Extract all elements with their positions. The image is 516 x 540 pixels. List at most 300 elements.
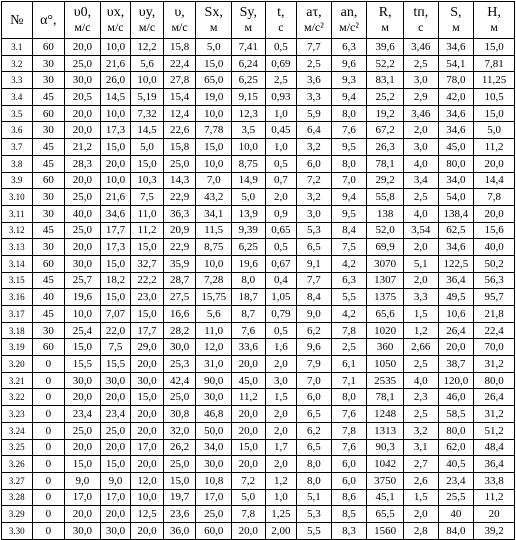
row-number-cell: 3.26: [2, 456, 33, 473]
table-cell: 15,0: [131, 239, 164, 256]
table-cell: 28,7: [163, 272, 196, 289]
column-header-unit: м/с: [107, 20, 124, 34]
table-cell: 3,0: [403, 72, 438, 89]
table-cell: 20,0: [232, 522, 266, 539]
table-cell: 0,79: [265, 306, 297, 323]
table-cell: 34,1: [196, 205, 232, 222]
table-cell: 20,0: [65, 172, 101, 189]
table-cell: 52,2: [367, 55, 404, 72]
table-cell: 1,0: [265, 139, 297, 156]
row-number-cell: 3.6: [2, 122, 33, 139]
table-cell: 83,1: [367, 72, 404, 89]
table-cell: 34,6: [438, 105, 474, 122]
table-cell: 3,0: [297, 205, 332, 222]
table-cell: 2,0: [265, 422, 297, 439]
row-number-cell: 3.13: [2, 239, 33, 256]
table-cell: 9,0: [100, 472, 131, 489]
table-row: [2, 89, 515, 106]
column-header: [297, 2, 332, 39]
table-cell: 9,1: [297, 255, 332, 272]
table-cell: 7,0: [196, 172, 232, 189]
table-cell: 0,67: [265, 255, 297, 272]
table-cell: 1313: [367, 422, 404, 439]
table-cell: 8,0: [297, 456, 332, 473]
table-cell: 65,0: [196, 72, 232, 89]
table-cell: 6,1: [331, 356, 367, 373]
table-cell: 25,0: [65, 189, 101, 206]
table-cell: 39,2: [474, 522, 515, 539]
table-cell: 8,5: [331, 506, 367, 523]
table-cell: 20,0: [100, 389, 131, 406]
table-cell: 8,6: [331, 489, 367, 506]
row-number-cell: 3.30: [2, 522, 33, 539]
table-cell: 0: [32, 356, 65, 373]
column-header: [403, 2, 438, 39]
table-cell: 0: [32, 439, 65, 456]
table-cell: 8,0: [331, 155, 367, 172]
table-cell: 30,0: [65, 522, 101, 539]
table-cell: 3,4: [403, 172, 438, 189]
table-cell: 42,0: [438, 89, 474, 106]
table-cell: 22,9: [163, 189, 196, 206]
table-cell: 7,41: [232, 39, 266, 56]
table-cell: 28,2: [163, 322, 196, 339]
table-cell: 50,0: [196, 422, 232, 439]
table-cell: 17,0: [196, 489, 232, 506]
row-number-cell: 3.12: [2, 222, 33, 239]
table-cell: 50,2: [474, 255, 515, 272]
row-number-cell: 3.24: [2, 422, 33, 439]
column-header: [196, 2, 232, 39]
row-number-cell: 3.15: [2, 272, 33, 289]
table-cell: 11,0: [131, 205, 164, 222]
column-header: [32, 2, 65, 39]
table-cell: 1248: [367, 406, 404, 423]
table-cell: 45: [32, 222, 65, 239]
table-cell: 10,0: [196, 105, 232, 122]
table-cell: 0: [32, 506, 65, 523]
table-cell: 7,6: [331, 122, 367, 139]
table-cell: 21,6: [100, 189, 131, 206]
table-cell: 3,5: [232, 122, 266, 139]
table-cell: 34,6: [438, 239, 474, 256]
table-row: [2, 356, 515, 373]
table-cell: 9,5: [331, 139, 367, 156]
table-cell: 2,66: [403, 339, 438, 356]
column-header-unit: м/с²: [303, 20, 324, 34]
table-cell: 2,5: [403, 55, 438, 72]
table-cell: 5,3: [297, 506, 332, 523]
column-header-symbol: tп,: [413, 5, 429, 20]
table-cell: 25,0: [196, 506, 232, 523]
table-cell: 15,0: [163, 472, 196, 489]
table-cell: 2,5: [265, 72, 297, 89]
table-cell: 6,2: [297, 322, 332, 339]
column-header-symbol: R,: [378, 5, 392, 20]
table-cell: 4,2: [331, 306, 367, 323]
table-cell: 8,0: [297, 472, 332, 489]
table-row: [2, 322, 515, 339]
table-row: [2, 406, 515, 423]
table-cell: 45,1: [367, 489, 404, 506]
table-row: [2, 506, 515, 523]
table-cell: 8,75: [196, 239, 232, 256]
table-cell: 20,0: [131, 422, 164, 439]
table-cell: 0,5: [265, 322, 297, 339]
table-cell: 62,0: [438, 439, 474, 456]
table-cell: 32,0: [163, 422, 196, 439]
table-cell: 22,4: [163, 55, 196, 72]
table-cell: 2,0: [265, 456, 297, 473]
table-cell: 11,2: [474, 489, 515, 506]
table-cell: 0: [32, 422, 65, 439]
table-cell: 33,6: [232, 339, 266, 356]
table-cell: 60: [32, 172, 65, 189]
table-cell: 2,6: [403, 472, 438, 489]
table-cell: 45: [32, 139, 65, 156]
table-cell: 56,3: [474, 272, 515, 289]
table-row: [2, 472, 515, 489]
table-cell: 7,81: [474, 55, 515, 72]
table-cell: 10,0: [131, 72, 164, 89]
table-cell: 17,3: [100, 122, 131, 139]
table-cell: 60: [32, 339, 65, 356]
table-cell: 9,0: [65, 472, 101, 489]
column-header-symbol: υy,: [138, 5, 156, 20]
table-cell: 45,0: [438, 139, 474, 156]
table-cell: 0: [32, 472, 65, 489]
table-cell: 6,25: [232, 72, 266, 89]
table-cell: 9,4: [331, 189, 367, 206]
table-cell: 15,0: [131, 389, 164, 406]
table-cell: 70,0: [474, 339, 515, 356]
table-cell: 6,5: [297, 406, 332, 423]
table-cell: 6,3: [331, 39, 367, 56]
table-cell: 0,69: [265, 55, 297, 72]
table-cell: 20,0: [65, 389, 101, 406]
table-cell: 5,5: [331, 289, 367, 306]
table-cell: 15,0: [474, 105, 515, 122]
table-cell: 7,32: [131, 105, 164, 122]
column-header-symbol: t,: [277, 5, 285, 20]
column-header-unit: м: [209, 20, 218, 34]
table-cell: 67,2: [367, 122, 404, 139]
table-cell: 15,0: [131, 306, 164, 323]
table-cell: 31,2: [474, 406, 515, 423]
kinematics-data-table: [1, 1, 515, 540]
column-header-symbol: Sx,: [204, 5, 223, 20]
table-cell: 15,0: [131, 155, 164, 172]
column-header: [131, 2, 164, 39]
table-cell: 120,0: [438, 372, 474, 389]
table-cell: 25,7: [65, 272, 101, 289]
table-cell: 5,0: [232, 189, 266, 206]
column-header-unit: м: [490, 20, 498, 34]
table-cell: 34,6: [438, 39, 474, 56]
table-cell: 46,0: [438, 389, 474, 406]
table-cell: 0,9: [265, 205, 297, 222]
table-row: [2, 205, 515, 222]
table-cell: 5,1: [297, 489, 332, 506]
table-row: [2, 272, 515, 289]
table-cell: 20,0: [131, 456, 164, 473]
table-cell: 18,2: [100, 272, 131, 289]
table-cell: 9,6: [297, 339, 332, 356]
table-cell: 54,0: [438, 189, 474, 206]
table-cell: 15,0: [100, 456, 131, 473]
column-header-symbol: an,: [340, 5, 358, 20]
table-header: [2, 2, 515, 39]
table-cell: 14,5: [100, 89, 131, 106]
table-cell: 17,0: [65, 489, 101, 506]
table-cell: 8,7: [232, 306, 266, 323]
table-cell: 9,0: [297, 306, 332, 323]
table-cell: 10,0: [232, 139, 266, 156]
table-cell: 5,5: [297, 522, 332, 539]
table-cell: 20,0: [438, 339, 474, 356]
table-cell: 10,0: [131, 489, 164, 506]
table-cell: 60: [32, 39, 65, 56]
table-cell: 1,0: [265, 105, 297, 122]
table-cell: 23,4: [438, 472, 474, 489]
table-cell: 3,3: [297, 89, 332, 106]
table-cell: 15,6: [474, 222, 515, 239]
table-cell: 30: [32, 55, 65, 72]
table-cell: 13,9: [232, 205, 266, 222]
table-cell: 40,0: [474, 239, 515, 256]
table-cell: 34,0: [438, 172, 474, 189]
row-number-cell: 3.28: [2, 489, 33, 506]
table-cell: 25,0: [100, 422, 131, 439]
table-cell: 8,0: [232, 272, 266, 289]
row-number-cell: 3.8: [2, 155, 33, 172]
column-header: [367, 2, 404, 39]
row-number-cell: 3.29: [2, 506, 33, 523]
table-row: [2, 189, 515, 206]
table-cell: 2,0: [403, 122, 438, 139]
table-cell: 25,0: [163, 456, 196, 473]
table-cell: 23,4: [65, 406, 101, 423]
column-header: [265, 2, 297, 39]
table-cell: 15,0: [100, 289, 131, 306]
table-cell: 5,0: [196, 39, 232, 56]
table-cell: 1,0: [265, 489, 297, 506]
table-cell: 36,4: [438, 272, 474, 289]
row-number-cell: 3.25: [2, 439, 33, 456]
row-number-cell: 3.21: [2, 372, 33, 389]
table-cell: 20,0: [131, 406, 164, 423]
table-cell: 4,0: [403, 155, 438, 172]
table-cell: 20,0: [232, 456, 266, 473]
table-cell: 69,9: [367, 239, 404, 256]
table-cell: 22,2: [131, 272, 164, 289]
table-cell: 11,2: [131, 222, 164, 239]
column-header: [163, 2, 196, 39]
table-cell: 2,5: [403, 189, 438, 206]
table-cell: 0,7: [265, 172, 297, 189]
table-cell: 7,1: [331, 372, 367, 389]
table-cell: 25,0: [163, 155, 196, 172]
table-cell: 10,0: [100, 105, 131, 122]
table-cell: 2,0: [265, 189, 297, 206]
table-cell: 17,7: [131, 322, 164, 339]
table-cell: 8,4: [297, 289, 332, 306]
table-cell: 25,2: [367, 89, 404, 106]
table-cell: 1375: [367, 289, 404, 306]
table-cell: 19,2: [367, 105, 404, 122]
table-cell: 46,8: [196, 406, 232, 423]
table-row: [2, 172, 515, 189]
table-cell: 20,0: [100, 439, 131, 456]
table-cell: 1,05: [265, 289, 297, 306]
table-cell: 3,2: [297, 189, 332, 206]
table-row: [2, 306, 515, 323]
table-cell: 22,9: [163, 239, 196, 256]
table-row: [2, 239, 515, 256]
table-cell: 1042: [367, 456, 404, 473]
row-number-cell: 3.9: [2, 172, 33, 189]
table-cell: 0: [32, 389, 65, 406]
table-cell: 84,0: [438, 522, 474, 539]
table-cell: 1307: [367, 272, 404, 289]
column-header-unit: м: [244, 20, 253, 34]
table-cell: 2,7: [403, 456, 438, 473]
table-row: [2, 222, 515, 239]
table-cell: 8,0: [331, 389, 367, 406]
table-cell: 6,5: [297, 239, 332, 256]
table-cell: 30,0: [100, 522, 131, 539]
table-row: [2, 39, 515, 56]
table-cell: 11,2: [232, 389, 266, 406]
column-header: [100, 2, 131, 39]
table-cell: 3,2: [297, 139, 332, 156]
table-cell: 90,3: [367, 439, 404, 456]
table-cell: 34,6: [438, 122, 474, 139]
table-cell: 26,0: [100, 72, 131, 89]
table-cell: 45: [32, 155, 65, 172]
table-cell: 23,0: [131, 289, 164, 306]
table-cell: 1,5: [265, 389, 297, 406]
table-cell: 2,5: [297, 55, 332, 72]
table-cell: 25,4: [65, 322, 101, 339]
table-cell: 95,7: [474, 289, 515, 306]
table-cell: 49,5: [438, 289, 474, 306]
table-cell: 12,0: [131, 472, 164, 489]
table-cell: 45,0: [232, 372, 266, 389]
table-cell: 20,0: [232, 356, 266, 373]
table-cell: 0: [32, 372, 65, 389]
table-cell: 22,0: [100, 322, 131, 339]
table-cell: 10,6: [438, 306, 474, 323]
table-cell: 5,3: [297, 222, 332, 239]
table-cell: 0,5: [265, 39, 297, 56]
table-cell: 5,6: [131, 55, 164, 72]
table-cell: 3,0: [403, 139, 438, 156]
table-cell: 20,0: [232, 422, 266, 439]
table-row: [2, 72, 515, 89]
table-cell: 7,5: [331, 239, 367, 256]
table-cell: 35,9: [163, 255, 196, 272]
column-header: [474, 2, 515, 39]
row-number-cell: 3.3: [2, 72, 33, 89]
table-cell: 30,0: [65, 372, 101, 389]
table-cell: 21,8: [474, 306, 515, 323]
table-cell: 20: [474, 506, 515, 523]
table-cell: 5,9: [297, 105, 332, 122]
table-cell: 25,0: [163, 389, 196, 406]
table-cell: 3,54: [403, 222, 438, 239]
table-cell: 2,5: [403, 406, 438, 423]
table-cell: 17,3: [100, 239, 131, 256]
row-number-cell: 3.23: [2, 406, 33, 423]
table-cell: 6,24: [232, 55, 266, 72]
table-cell: 20,0: [100, 506, 131, 523]
table-cell: 10,8: [196, 472, 232, 489]
table-cell: 19,7: [163, 489, 196, 506]
table-cell: 4,0: [403, 372, 438, 389]
table-row: [2, 255, 515, 272]
table-cell: 0: [32, 406, 65, 423]
table-row: [2, 139, 515, 156]
table-cell: 0,5: [265, 239, 297, 256]
table-cell: 55,8: [367, 189, 404, 206]
table-cell: 23,4: [100, 406, 131, 423]
table-cell: 60: [32, 255, 65, 272]
table-cell: 30,0: [65, 72, 101, 89]
table-cell: 1050: [367, 356, 404, 373]
table-cell: 7,9: [297, 356, 332, 373]
column-header: [65, 2, 101, 39]
table-cell: 5,1: [403, 255, 438, 272]
table-cell: 2535: [367, 372, 404, 389]
table-cell: 10,0: [100, 172, 131, 189]
table-cell: 9,39: [232, 222, 266, 239]
table-cell: 78,1: [367, 389, 404, 406]
table-cell: 1,25: [265, 506, 297, 523]
table-cell: 122,5: [438, 255, 474, 272]
table-cell: 5,6: [196, 306, 232, 323]
table-cell: 7,07: [100, 306, 131, 323]
table-cell: 31,2: [474, 356, 515, 373]
table-cell: 7,6: [331, 406, 367, 423]
table-row: [2, 372, 515, 389]
table-cell: 15,5: [65, 356, 101, 373]
table-cell: 80,0: [438, 422, 474, 439]
table-row: [2, 389, 515, 406]
table-cell: 17,7: [100, 222, 131, 239]
table-row: [2, 439, 515, 456]
table-cell: 45: [32, 306, 65, 323]
table-cell: 3750: [367, 472, 404, 489]
column-header-unit: м/с²: [339, 20, 359, 34]
table-cell: 25,5: [438, 489, 474, 506]
table-cell: 6,2: [297, 422, 332, 439]
table-cell: 7,6: [331, 439, 367, 456]
table-cell: 19,6: [232, 255, 266, 272]
table-cell: 12,2: [131, 39, 164, 56]
table-cell: 7,28: [196, 272, 232, 289]
table-cell: 27,8: [163, 72, 196, 89]
table-cell: 20,0: [474, 205, 515, 222]
table-cell: 7,0: [297, 372, 332, 389]
table-row: [2, 489, 515, 506]
table-cell: 30: [32, 122, 65, 139]
table-cell: 40: [32, 289, 65, 306]
table-cell: 7,2: [297, 172, 332, 189]
table-cell: 43,2: [196, 189, 232, 206]
table-row: [2, 522, 515, 539]
table-cell: 29,2: [367, 172, 404, 189]
